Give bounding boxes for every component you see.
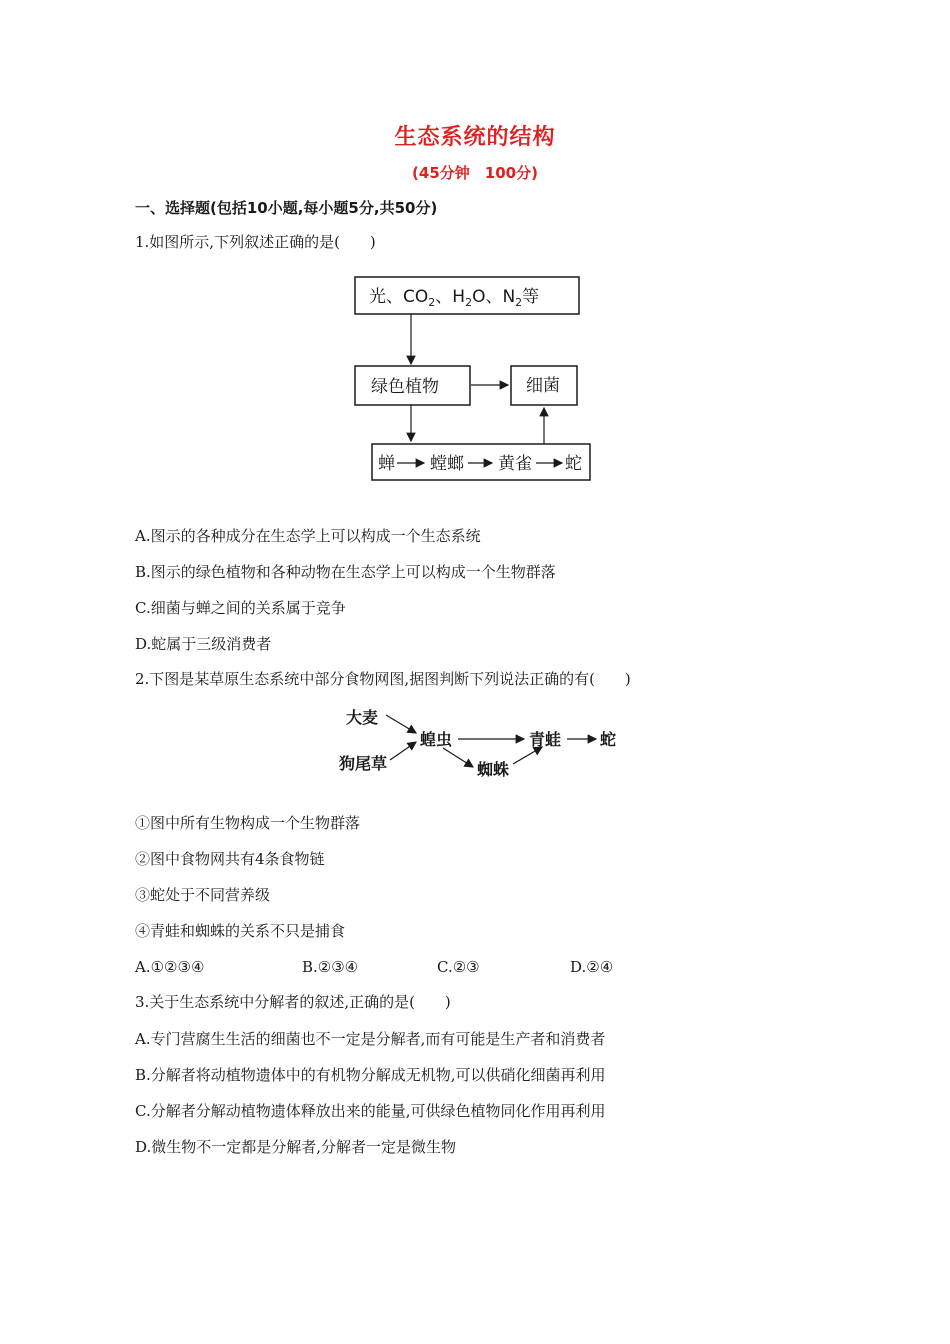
- cicada-label: 蝉: [378, 454, 395, 474]
- q2-statement-4: ④青蛙和蜘蛛的关系不只是捕食: [135, 922, 346, 940]
- q1-option-d: D.蛇属于三级消费者: [135, 635, 272, 653]
- frog-label: 青蛙: [529, 730, 562, 749]
- arrow-foxtail-to-locust: [390, 742, 416, 760]
- barley-label: 大麦: [346, 708, 379, 727]
- snake-web-label: 蛇: [600, 730, 617, 749]
- q3-option-d: D.微生物不一定都是分解者,分解者一定是微生物: [135, 1138, 457, 1156]
- resources-label: 光、$CO_2$、$H_2O$、$N_2$等: [369, 287, 540, 309]
- q2-statement-1: ①图中所有生物构成一个生物群落: [135, 814, 361, 832]
- q2-option-d: D.②④: [570, 958, 614, 976]
- q2-statement-3: ③蛇处于不同营养级: [135, 886, 271, 904]
- q2-option-c: C.②③: [437, 958, 480, 976]
- arrow-spider-to-frog: [513, 747, 542, 764]
- page-subtitle: (45分钟 100分): [412, 164, 538, 182]
- q2-statement-2: ②图中食物网共有4条食物链: [135, 850, 325, 868]
- arrow-barley-to-locust: [386, 715, 416, 733]
- section-heading: 一、选择题(包括10小题,每小题5分,共50分): [135, 199, 438, 217]
- arrow-locust-to-spider: [443, 748, 473, 767]
- mantis-label: 螳螂: [430, 454, 464, 474]
- question-2-stem: 2.下图是某草原生态系统中部分食物网图,据图判断下列说法正确的有( ): [135, 670, 631, 688]
- spider-label: 蜘蛛: [477, 760, 510, 779]
- plants-label: 绿色植物: [371, 377, 439, 397]
- bacteria-label: 细菌: [526, 376, 560, 396]
- q3-option-a: A.专门营腐生生活的细菌也不一定是分解者,而有可能是生产者和消费者: [135, 1030, 606, 1048]
- foxtail-label: 狗尾草: [339, 754, 388, 773]
- q2-option-a: A.①②③④: [135, 958, 205, 976]
- q3-option-c: C.分解者分解动植物遗体释放出来的能量,可供绿色植物同化作用再利用: [135, 1102, 606, 1120]
- question-3-stem: 3.关于生态系统中分解者的叙述,正确的是( ): [135, 993, 451, 1011]
- q1-option-a: A.图示的各种成分在生态学上可以构成一个生态系统: [135, 527, 481, 545]
- snake-label: 蛇: [565, 454, 582, 474]
- q3-option-b: B.分解者将动植物遗体中的有机物分解成无机物,可以供硝化细菌再利用: [135, 1066, 606, 1084]
- q1-option-b: B.图示的绿色植物和各种动物在生态学上可以构成一个生物群落: [135, 563, 556, 581]
- locust-label: 蝗虫: [420, 730, 453, 749]
- q2-option-b: B.②③④: [302, 958, 359, 976]
- question-1-stem: 1.如图所示,下列叙述正确的是( ): [135, 233, 376, 251]
- page-title: 生态系统的结构: [394, 125, 556, 150]
- q1-option-c: C.细菌与蝉之间的关系属于竞争: [135, 599, 346, 617]
- oriole-label: 黄雀: [498, 454, 532, 474]
